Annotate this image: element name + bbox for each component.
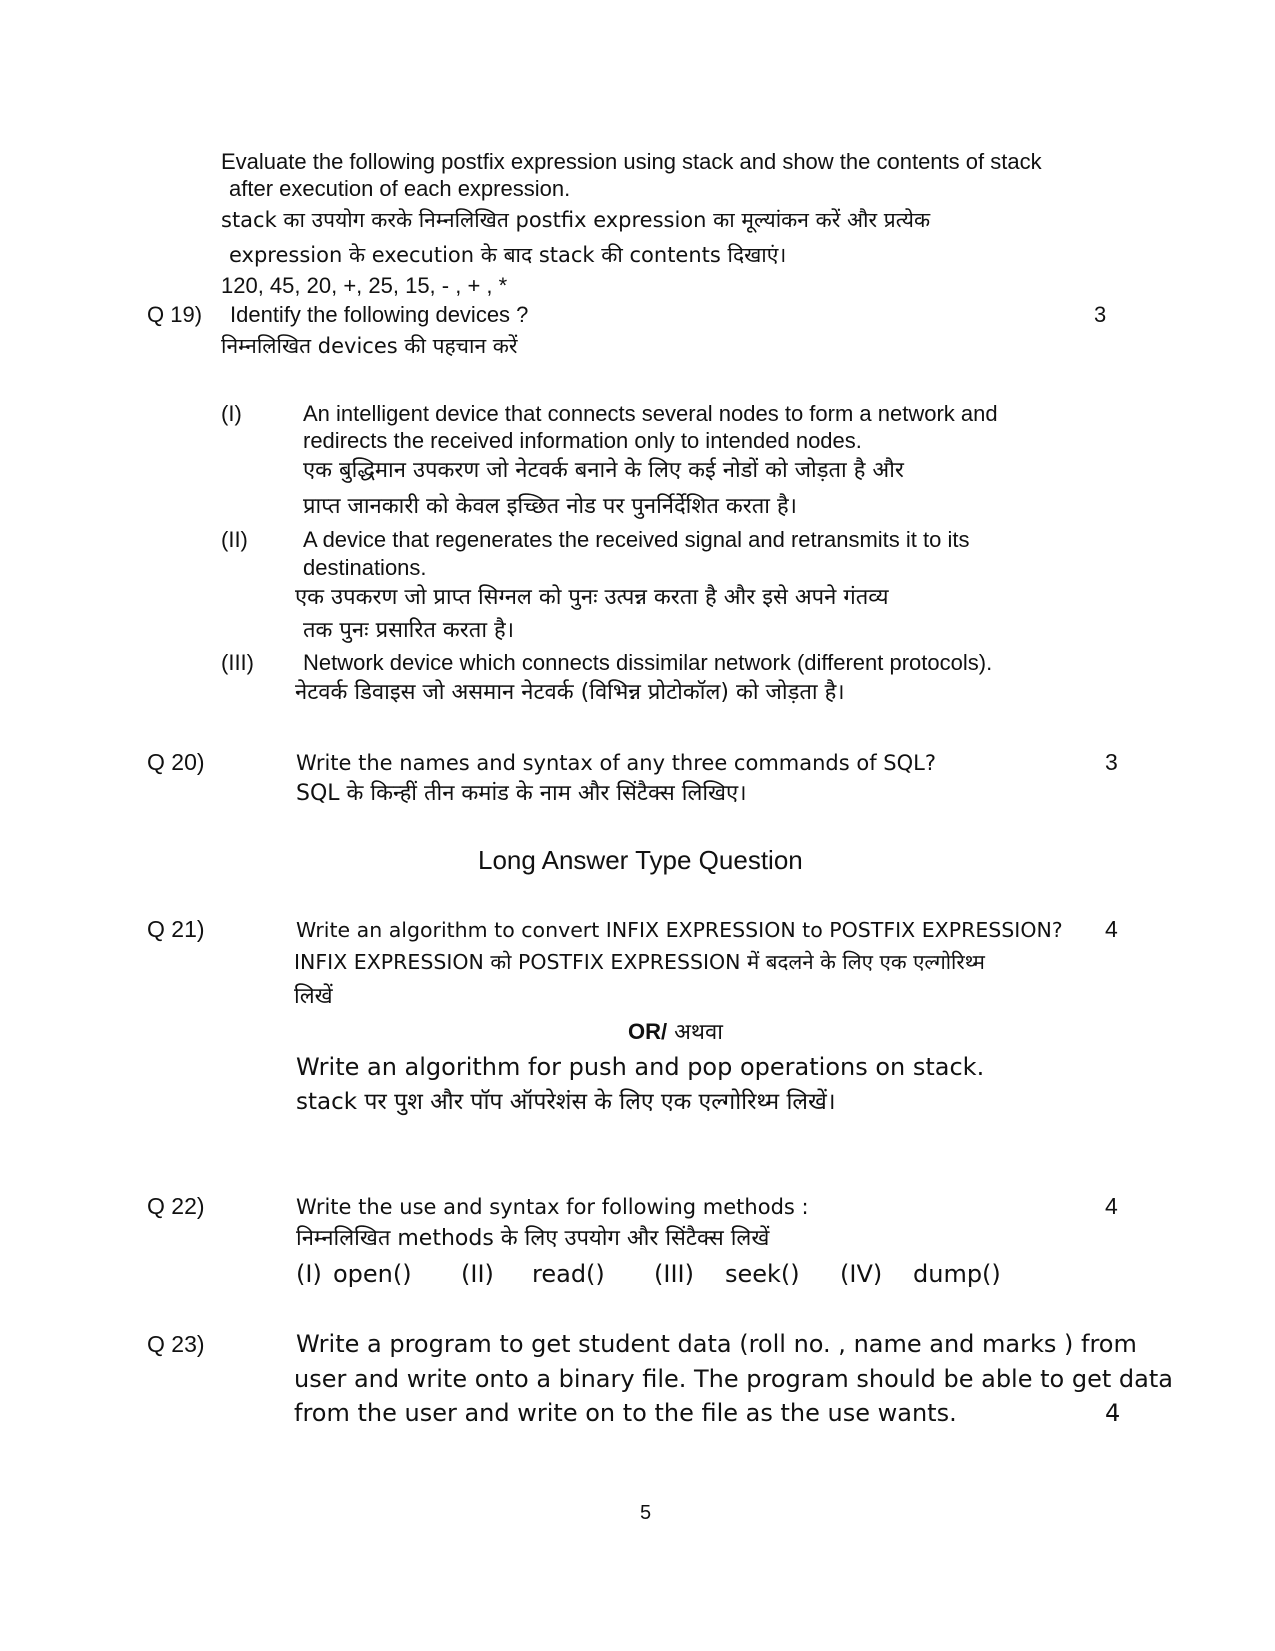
q19-item2-en1: A device that regenerates the received signal and retransmits it to its [303, 527, 970, 552]
q19-item3-label: (III) [221, 650, 254, 675]
q19-item1-label: (I) [221, 401, 242, 426]
q19-marks: 3 [1094, 302, 1107, 327]
q22-marks: 4 [1105, 1193, 1118, 1219]
q20-hi: SQL के किन्हीं तीन कमांड के नाम और सिंटैक्स लिखिए। [296, 781, 747, 806]
q19-item2-hi2: तक पुनः प्रसारित करता है। [303, 618, 515, 643]
q19-title: Identify the following devices ? [230, 302, 529, 327]
q21-alt-hi: stack पर पुश और पॉप ऑपरेशंस के लिए एक एल्गोरिथ्म लिखें। [296, 1089, 836, 1115]
q22-method1-label: (I) [296, 1260, 322, 1288]
q21-marks: 4 [1105, 916, 1118, 942]
q18-expression: 120, 45, 20, +, 25, 15, - , + , * [221, 273, 508, 298]
q23-line3: from the user and write on to the file as the use wants. [294, 1399, 957, 1427]
q22-method2-name: read() [532, 1260, 605, 1288]
q21-or-hi: अथवा [667, 1020, 723, 1045]
q21-en: Write an algorithm to convert INFIX EXPRESSION to POSTFIX EXPRESSION? [296, 918, 1063, 942]
q19-item3-hi1: नेटवर्क डिवाइस जो असमान नेटवर्क (विभिन्न प्रोटोकॉल) को जोड़ता है। [295, 680, 845, 705]
q19-item2-label: (II) [221, 527, 248, 552]
q23-line2: user and write onto a binary file. The program should be able to get data [294, 1365, 1173, 1393]
q23-number: Q 23) [147, 1331, 205, 1357]
q21-or [628, 1019, 723, 1046]
q21-hi-line2: लिखें [294, 984, 333, 1009]
q22-number: Q 22) [147, 1193, 205, 1219]
q23-line1: Write a program to get student data (roll no. , name and marks ) from [296, 1330, 1137, 1358]
q22-hi: निम्नलिखित methods के लिए उपयोग और सिंटैक्स लिखें [296, 1226, 770, 1251]
q19-item2-hi1: एक उपकरण जो प्राप्त सिग्नल को पुनः उत्पन्न करता है और इसे अपने गंतव्य [295, 585, 889, 610]
q19-item1-hi2: प्राप्त जानकारी को केवल इच्छित नोड पर पुनर्निर्देशित करता है। [303, 494, 798, 519]
q22-method4-name: dump() [913, 1260, 1001, 1288]
q19-number: Q 19) [147, 302, 203, 327]
q18-en-line2: after execution of each expression. [229, 176, 571, 201]
q19-item1-hi1: एक बुद्धिमान उपकरण जो नेटवर्क बनाने के लिए कई नोडों को जोड़ता है और [303, 458, 904, 483]
q22-method3-label: (III) [654, 1260, 694, 1288]
q21-alt-en: Write an algorithm for push and pop operations on stack. [296, 1053, 985, 1081]
q19-item1-en1: An intelligent device that connects several nodes to form a network and [303, 401, 998, 426]
q22-en: Write the use and syntax for following methods : [296, 1195, 809, 1219]
q18-en-line1: Evaluate the following postfix expression using stack and show the contents of stack [221, 149, 1042, 174]
q21-hi-line1: INFIX EXPRESSION को POSTFIX EXPRESSION में बदलने के लिए एक एल्गोरिथ्म [294, 950, 985, 974]
q20-number: Q 20) [147, 749, 205, 775]
q22-method2-label: (II) [461, 1260, 494, 1288]
page-number: 5 [640, 1502, 652, 1524]
q19-item3-en1: Network device which connects dissimilar network (different protocols). [303, 650, 993, 675]
q19-hi: निम्नलिखित devices की पहचान करें [221, 334, 518, 358]
q22-method4-label: (IV) [840, 1260, 883, 1288]
q22-method1-name: open() [333, 1260, 412, 1288]
q18-hi-line1: stack का उपयोग करके निम्नलिखित postfix expression का मूल्यांकन करें और प्रत्येक [221, 208, 931, 232]
q19-item1-en2: redirects the received information only to intended nodes. [303, 428, 862, 453]
q20-en: Write the names and syntax of any three commands of SQL? [296, 751, 936, 775]
q18-hi-line2: expression के execution के बाद stack की contents दिखाएं। [229, 243, 787, 267]
q22-method3-name: seek() [725, 1260, 800, 1288]
q20-marks: 3 [1105, 749, 1118, 775]
section-title: Long Answer Type Question [478, 845, 803, 875]
q21-or-en: OR/ [628, 1019, 668, 1044]
q23-marks: 4 [1105, 1399, 1121, 1427]
q19-item2-en2: destinations. [303, 555, 427, 580]
q21-number: Q 21) [147, 916, 205, 942]
